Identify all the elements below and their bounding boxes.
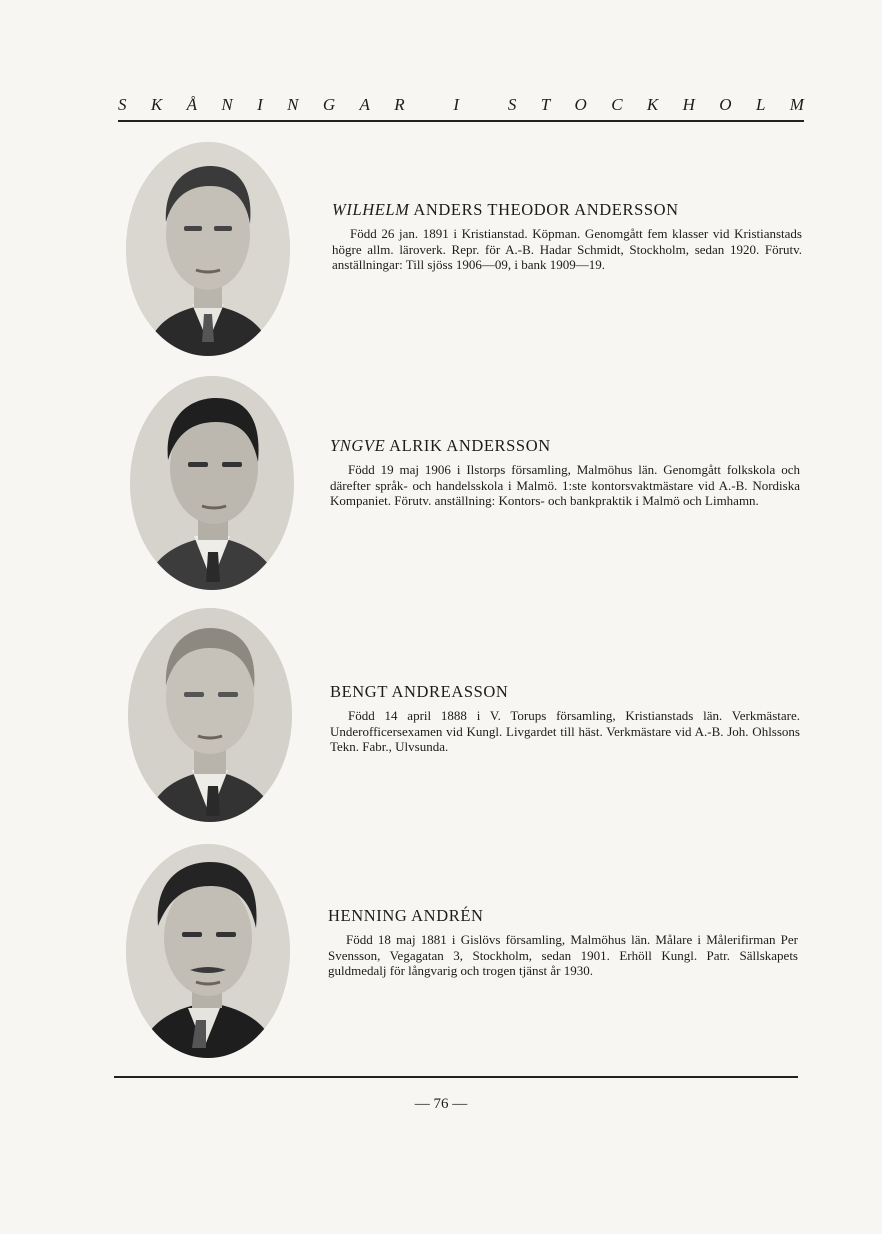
- head-letter: R: [394, 95, 405, 114]
- bio-text: Född 14 april 1888 i V. Torups församling, Kristianstads län. Verkmästare. Underofficersexamen vid Kungl. Livgardet till häst. Verkmästare vid A.-B. Joh. Ohlssons Tekn. Fabr., Ulvsunda.: [330, 708, 800, 754]
- head-letter: C: [611, 95, 623, 114]
- head-letter: G: [322, 95, 336, 114]
- portrait-image: [126, 844, 290, 1058]
- page-number: — 76 —: [414, 1096, 468, 1112]
- portrait-image: [126, 142, 290, 356]
- person-name: YNGVE ALRIK ANDERSSON: [330, 436, 551, 455]
- bio-text: Född 26 jan. 1891 i Kristianstad. Köpman. Genomgått fem klasser vid Kristianstads högre allm. läroverk. Repr. för A.-B. Hadar Schmidt, Stockholm, sedan 1920. Förutv. anställningar: Till sjöss 1906—09, i bank 1909—19.: [332, 226, 802, 272]
- biography-entry: [0, 606, 882, 836]
- head-letter: I: [257, 95, 263, 114]
- head-letter: H: [682, 95, 695, 114]
- person-name: WILHELM ANDERS THEODOR ANDERSSON: [332, 200, 679, 219]
- bio-block: [328, 906, 798, 979]
- portrait-image: [130, 376, 294, 590]
- head-letter: K: [646, 95, 659, 114]
- head-letter: O: [719, 95, 732, 114]
- running-head: [118, 94, 804, 116]
- biography-entry: [0, 140, 882, 370]
- head-letter: A: [359, 95, 370, 114]
- bio-block: [330, 436, 800, 509]
- header-rule: [118, 120, 804, 122]
- head-letter: Å: [186, 95, 197, 114]
- head-letter: N: [287, 95, 299, 114]
- head-letter: K: [150, 95, 163, 114]
- head-letter: S: [507, 95, 517, 114]
- head-letter: O: [574, 95, 587, 114]
- portrait-photo: [126, 142, 290, 356]
- head-letter: L: [755, 95, 766, 114]
- bio-text: Född 19 maj 1906 i Ilstorps församling, Malmöhus län. Genomgått folkskola och därefter språk- och handelsskola i Malmö. 1:ste kontorsvaktmästare vid A.-B. Nordiska Kompaniet. Förutv. anställning: Kontors- och bankpraktik i Malmö och Limhamn.: [330, 462, 800, 508]
- portrait-photo: [128, 608, 292, 822]
- head-letter: N: [221, 95, 233, 114]
- head-letter: T: [540, 95, 551, 114]
- biography-entry: [0, 842, 882, 1072]
- person-name: HENNING ANDRÉN: [328, 906, 484, 925]
- head-letter: I: [453, 95, 460, 114]
- bio-block: [332, 200, 802, 273]
- portrait-photo: [130, 376, 294, 590]
- bio-text: Född 18 maj 1881 i Gislövs församling, Malmöhus län. Målare i Målerifirman Per Svensson, Vegagatan 3, Stockholm, sedan 1901. Erhöll Kungl. Patr. Sällskapets guldmedalj för långvarig och trogen tjänst år 1930.: [328, 932, 798, 978]
- portrait-photo: [126, 844, 290, 1058]
- biography-entry: [0, 374, 882, 604]
- portrait-image: [128, 608, 292, 822]
- head-letter: S: [118, 95, 127, 114]
- footer-rule: [114, 1076, 798, 1078]
- person-name: BENGT ANDREASSON: [330, 682, 509, 701]
- head-letter: M: [789, 95, 804, 114]
- bio-block: [330, 682, 800, 755]
